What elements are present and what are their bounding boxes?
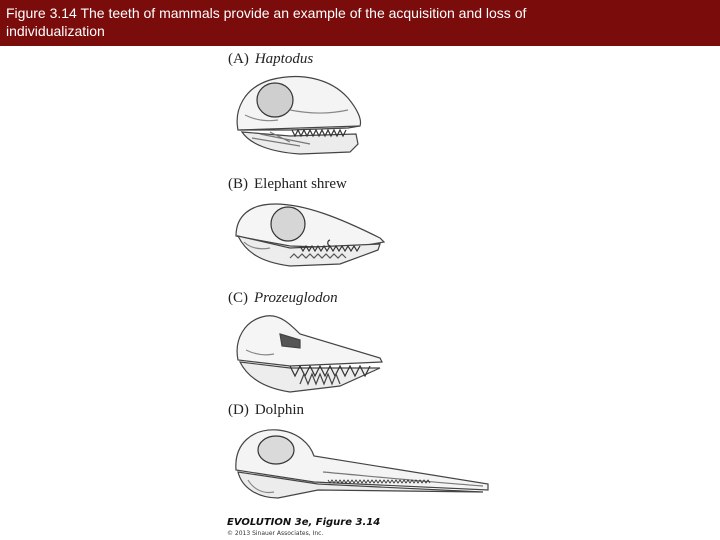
dolphin-skull-illustration	[228, 420, 493, 510]
panel-d-label	[228, 402, 304, 419]
panel-b-letter: (B)	[228, 176, 248, 192]
elephant-shrew-skull-illustration	[230, 196, 390, 278]
prozeuglodon-skull-illustration	[230, 310, 390, 398]
panel-d-letter: (D)	[228, 402, 249, 418]
panel-c-label	[228, 290, 338, 307]
panel-a-letter: (A)	[228, 51, 249, 67]
panel-a-label	[228, 51, 313, 68]
panel-d-name: Dolphin	[254, 402, 304, 418]
panel-c-letter: (C)	[228, 290, 248, 306]
panel-c-name: Prozeuglodon	[254, 290, 338, 306]
haptodus-skull-illustration	[230, 70, 370, 165]
copyright-notice: © 2013 Sinauer Associates, Inc.	[227, 530, 324, 537]
panel-a-name: Haptodus	[254, 51, 314, 67]
slide-title: Figure 3.14 The teeth of mammals provide an example of the acquisition and loss of individualization	[6, 5, 527, 39]
figure-caption: EVOLUTION 3e, Figure 3.14	[227, 517, 381, 528]
panel-b-label	[228, 176, 347, 193]
panel-b-name: Elephant shrew	[254, 176, 347, 192]
title-bar	[0, 0, 720, 46]
